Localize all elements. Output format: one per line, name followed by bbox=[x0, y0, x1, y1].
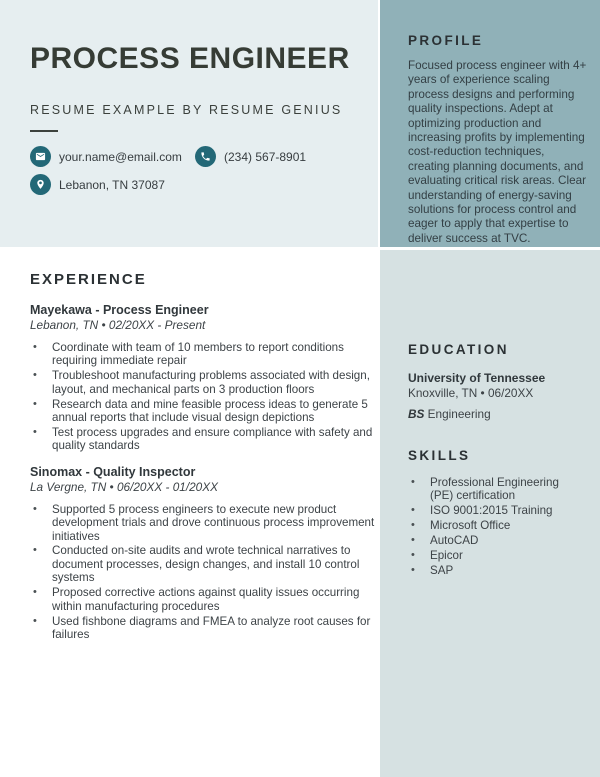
job-bullet: • Coordinate with team of 10 members to report conditions requiring immediate repair bbox=[30, 341, 376, 368]
education-school: University of Tennessee bbox=[408, 371, 546, 385]
education-meta: Knoxville, TN • 06/20XX bbox=[408, 386, 534, 400]
job-bullet: • Test process upgrades and ensure compliance with safety and quality standards bbox=[30, 426, 376, 453]
location-value: Lebanon, TN 37087 bbox=[59, 177, 165, 192]
skill-item: • SAP bbox=[408, 564, 578, 577]
contact-info bbox=[30, 146, 360, 202]
job-bullet: • Proposed corrective actions against quality issues occurring within manufacturing procedures bbox=[30, 586, 376, 613]
contact-row-2 bbox=[30, 174, 360, 195]
contact-email bbox=[30, 146, 195, 167]
experience-heading: EXPERIENCE bbox=[30, 271, 147, 288]
phone-value: (234) 567-8901 bbox=[224, 149, 307, 164]
profile-heading: PROFILE bbox=[408, 33, 484, 48]
job-bullet: • Troubleshoot manufacturing problems associated with design, layout, and mechanical parts on 3 production floors bbox=[30, 369, 376, 396]
profile-summary: Focused process engineer with 4+ years of experience scaling process designs and performing quality inspections. Adept at optimizing production and increasing profits by implementing cost-reduction techniques, creating planning documents, and evaluating critical risk areas. Clear understanding of energy-saving solutions for process control and eager to apply that expertise to deliver success at TVC. bbox=[408, 59, 587, 245]
job-bullet: • Supported 5 process engineers to execute new product development trials and drove continuous process improvement initiatives bbox=[30, 503, 376, 543]
profile-panel bbox=[380, 0, 600, 247]
experience-section bbox=[30, 271, 378, 643]
map-pin-icon bbox=[30, 174, 51, 195]
education-heading: EDUCATION bbox=[408, 342, 509, 357]
email-value: your.name@email.com bbox=[59, 149, 182, 164]
job-bullets bbox=[30, 341, 376, 453]
job-entry-1 bbox=[30, 303, 378, 453]
education-degree bbox=[408, 407, 582, 421]
contact-phone bbox=[195, 146, 306, 167]
job-title: Sinomax - Quality Inspector bbox=[30, 464, 196, 479]
job-entry-2 bbox=[30, 465, 378, 642]
job-meta: Lebanon, TN • 02/20XX - Present bbox=[30, 318, 206, 332]
contact-row-1 bbox=[30, 146, 360, 167]
phone-icon bbox=[195, 146, 216, 167]
job-title: Mayekawa - Process Engineer bbox=[30, 303, 209, 317]
skill-item: • Microsoft Office bbox=[408, 519, 578, 532]
header-panel bbox=[0, 0, 378, 247]
sidebar-panel bbox=[380, 250, 600, 777]
skill-item: • AutoCAD bbox=[408, 534, 578, 547]
job-bullet: • Conducted on-site audits and wrote technical narratives to document processes, design changes, and install 10 control systems bbox=[30, 544, 376, 584]
skill-item: • Epicor bbox=[408, 549, 578, 562]
job-bullet: • Used fishbone diagrams and FMEA to analyze root causes for failures bbox=[30, 615, 376, 642]
skill-item: • ISO 9001:2015 Training bbox=[408, 504, 578, 517]
resume-subtitle: RESUME EXAMPLE BY RESUME GENIUS bbox=[30, 103, 343, 117]
degree-field: Engineering bbox=[424, 407, 491, 421]
envelope-icon bbox=[30, 146, 51, 167]
subtitle-divider bbox=[30, 130, 58, 132]
contact-location bbox=[30, 174, 165, 195]
degree-abbr: BS bbox=[408, 407, 425, 421]
job-bullet: • Research data and mine feasible process ideas to generate 5 annual reports that include visual design depictions bbox=[30, 398, 376, 425]
skill-item: • Professional Engineering (PE) certification bbox=[408, 476, 578, 503]
page-title: PROCESS ENGINEER bbox=[30, 42, 350, 75]
skills-heading: SKILLS bbox=[408, 448, 471, 463]
job-meta: La Vergne, TN • 06/20XX - 01/20XX bbox=[30, 479, 218, 494]
job-bullets bbox=[30, 503, 376, 642]
skills-list bbox=[408, 476, 578, 577]
